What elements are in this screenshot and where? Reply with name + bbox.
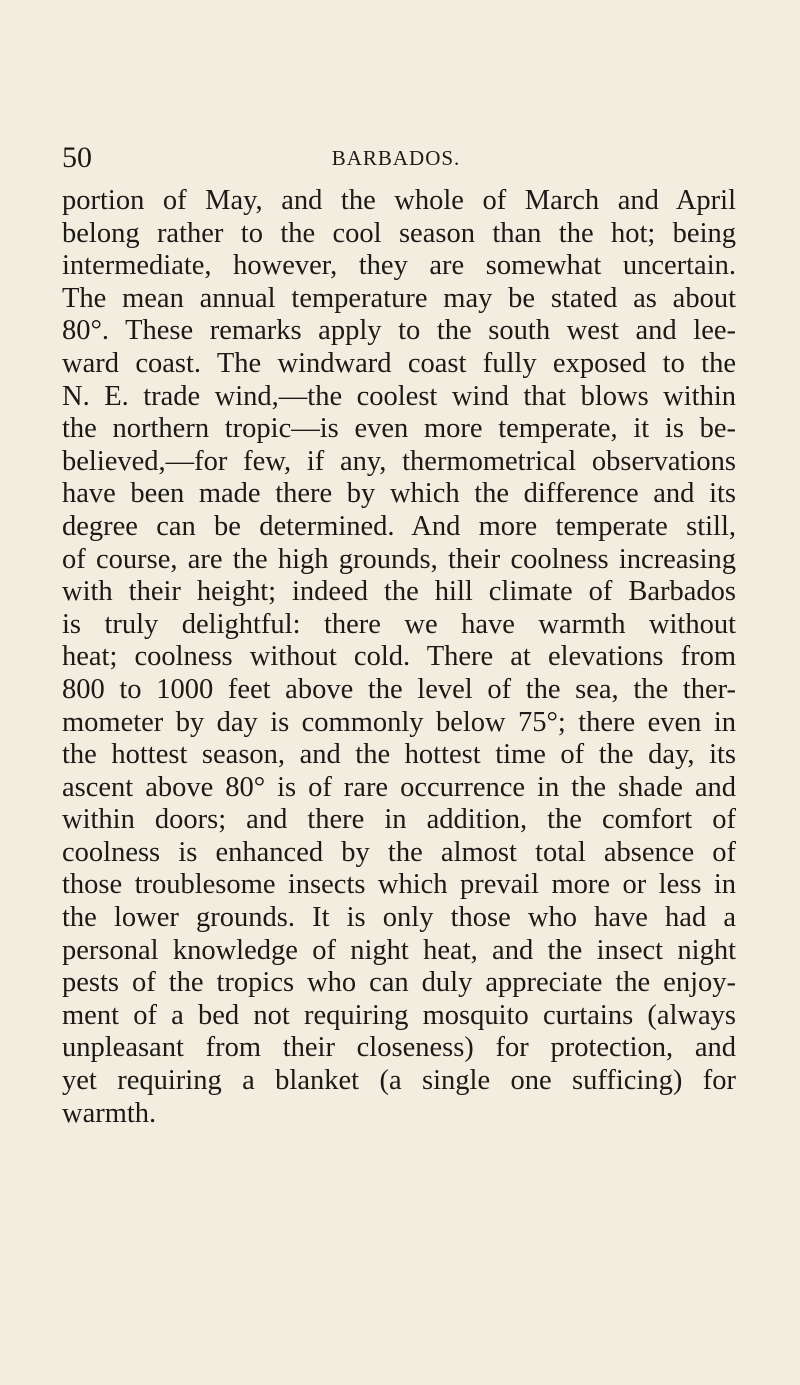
text-line: within doors; and there in addition, the comfort of	[62, 804, 736, 836]
text-line: mometer by day is commonly below 75°; there even in	[62, 706, 736, 738]
text-line: belong rather to the cool season than the hot; being	[62, 217, 736, 249]
page-header	[62, 141, 730, 175]
text-line: warmth.	[62, 1097, 157, 1129]
text-line: 80°. These remarks apply to the south west and lee-	[62, 315, 736, 347]
text-line: the northern tropic—is even more temperate, it is be-	[62, 413, 736, 445]
text-line: personal knowledge of night heat, and the insect night	[62, 934, 736, 966]
text-line: have been made there by which the difference and its	[62, 478, 736, 510]
text-line: ward coast. The windward coast fully exposed to the	[62, 347, 736, 379]
text-line: ascent above 80° is of rare occurrence in the shade and	[62, 771, 736, 803]
text-line: The mean annual temperature may be stated as about	[62, 282, 736, 314]
text-line: the hottest season, and the hottest time of the day, its	[62, 739, 736, 771]
text-line: ment of a bed not requiring mosquito curtains (always	[62, 999, 736, 1031]
text-line: 800 to 1000 feet above the level of the sea, the ther-	[62, 673, 736, 705]
text-line: degree can be determined. And more temperate still,	[62, 510, 736, 542]
text-line: unpleasant from their closeness) for protection, and	[62, 1032, 736, 1064]
text-line: the lower grounds. It is only those who have had a	[62, 902, 736, 934]
body-paragraph	[62, 185, 736, 1130]
text-line: pests of the tropics who can duly appreciate the enjoy-	[62, 967, 736, 999]
text-line: those troublesome insects which prevail more or less in	[62, 869, 736, 901]
text-line: is truly delightful: there we have warmth without	[62, 608, 736, 640]
text-line: intermediate, however, they are somewhat uncertain.	[62, 250, 736, 282]
page-number: 50	[62, 141, 92, 174]
text-line: yet requiring a blanket (a single one sufficing) for	[62, 1065, 736, 1097]
text-line: heat; coolness without cold. There at elevations from	[62, 641, 736, 673]
text-line: believed,—for few, if any, thermometrical observations	[62, 445, 736, 477]
text-line: of course, are the high grounds, their coolness increasing	[62, 543, 736, 575]
text-line: with their height; indeed the hill climate of Barbados	[62, 576, 736, 608]
text-line: coolness is enhanced by the almost total absence of	[62, 836, 736, 868]
running-head: BARBADOS.	[331, 146, 461, 170]
text-line: portion of May, and the whole of March and April	[62, 185, 736, 216]
text-line: N. E. trade wind,—the coolest wind that blows within	[62, 380, 736, 412]
